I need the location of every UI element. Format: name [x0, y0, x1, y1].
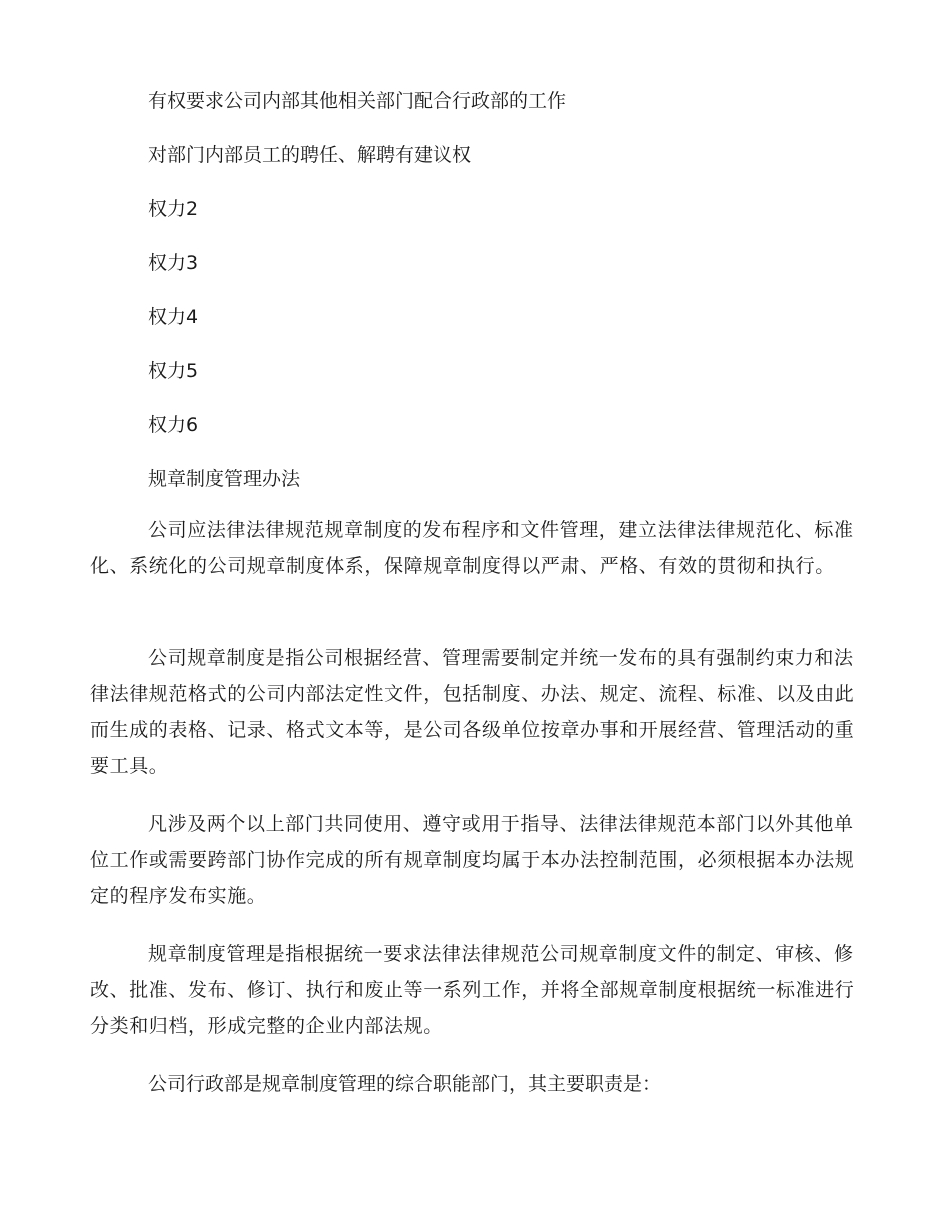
- text-line-power-6: 权力6: [148, 414, 199, 436]
- section-heading: 规章制度管理办法: [148, 468, 301, 490]
- text-line-cooperation-right: 有权要求公司内部其他相关部门配合行政部的工作: [148, 90, 567, 112]
- text-line-power-4: 权力4: [148, 306, 199, 328]
- text-line-power-5: 权力5: [148, 360, 199, 382]
- paragraph-definition: 公司规章制度是指公司根据经营、管理需要制定并统一发布的具有强制约束力和法律法律规范格式的公司内部法定性文件，包括制度、办法、规定、流程、标准、以及由此而生成的表格、记录、格式文本等，是公司各级单位按章办事和开展经营、管理活动的重要工具。: [90, 647, 855, 777]
- paragraph-system-purpose: 公司应法律法律规范规章制度的发布程序和文件管理，建立法律法律规范化、标准化、系统化的公司规章制度体系，保障规章制度得以严肃、严格、有效的贯彻和执行。: [90, 519, 854, 577]
- text-line-admin-duties: 公司行政部是规章制度管理的综合职能部门，其主要职责是：: [148, 1073, 662, 1095]
- paragraph-scope: 凡涉及两个以上部门共同使用、遵守或用于指导、法律法律规范本部门以外其他单位工作或需要跨部门协作完成的所有规章制度均属于本办法控制范围，必须根据本办法规定的程序发布实施。: [90, 813, 855, 907]
- paragraph-management: 规章制度管理是指根据统一要求法律法律规范公司规章制度文件的制定、审核、修改、批准、发布、修订、执行和废止等一系列工作，并将全部规章制度根据统一标准进行分类和归档，形成完整的企业内部法规。: [90, 943, 855, 1037]
- text-line-hiring-advice-right: 对部门内部员工的聘任、解聘有建议权: [148, 144, 472, 166]
- text-line-power-3: 权力3: [148, 252, 199, 274]
- text-line-power-2: 权力2: [148, 198, 199, 220]
